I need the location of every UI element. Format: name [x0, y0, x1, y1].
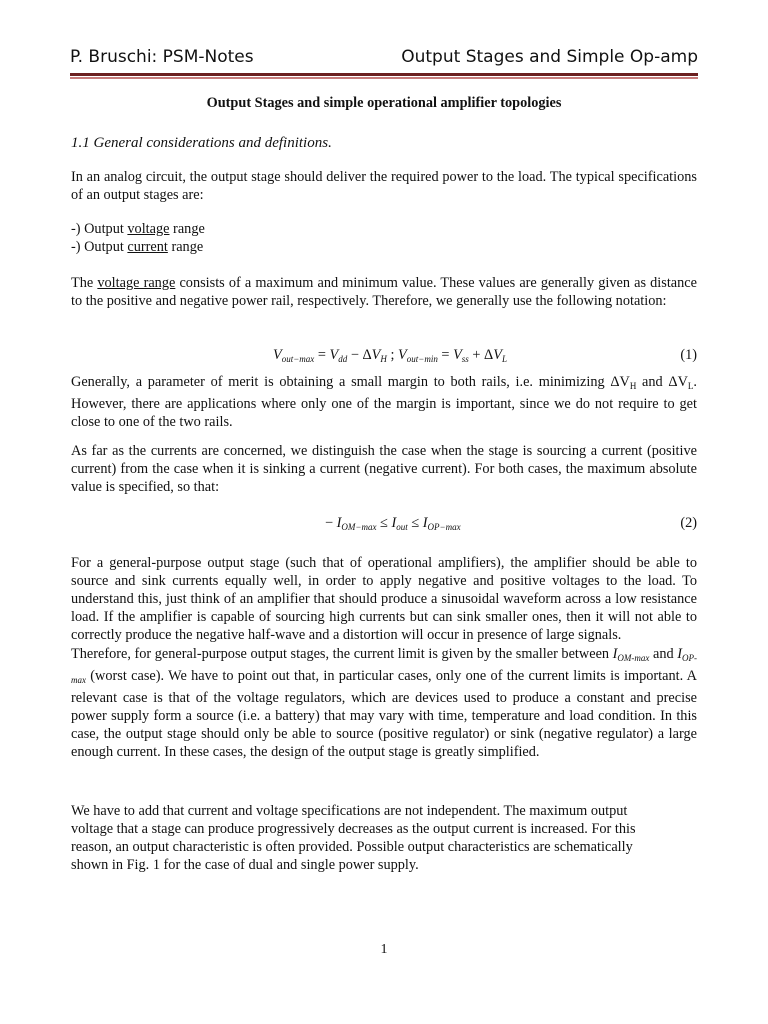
- page-body: [71, 94, 697, 874]
- running-header: [70, 47, 698, 67]
- equation-2-number: (2): [680, 515, 697, 531]
- list-item: -) Output voltage range: [71, 221, 205, 237]
- section-heading: 1.1 General considerations and definitions.: [71, 135, 332, 151]
- header-author: P. Bruschi: PSM-Notes: [70, 47, 254, 67]
- spec-list: [71, 220, 697, 256]
- header-rule: [70, 73, 698, 76]
- equation-1: [71, 346, 697, 366]
- equation-2-expression: − $I_{OM-max} \le I_{out} \le I_{OP-max}$: [325, 515, 461, 532]
- header-topic: Output Stages and Simple Op-amp: [401, 47, 698, 67]
- list-item: -) Output current range: [71, 239, 204, 256]
- page-number: 1: [380, 942, 388, 957]
- equation-2: [71, 514, 697, 534]
- paragraph-currents: As far as the currents are concerned, we distinguish the case when the stage is sourcing a current (positive current) from the case when it is sinking a current (negative current). For both cases, the maximum absolute value is specified, so that:: [71, 443, 697, 496]
- paragraph-current-limit: Therefore, for general-purpose output stages, the current limit is given by the smaller between $I_{OM-max}$ and $I_{OP-max}$ (worst case). We have to point out that, in particular cases, only one of the current limits is important. A relevant case is that of the voltage regulators, which are devices used to produce a constant and precise power supply form a source (i.e. a battery) that may vary with time, temperature and load condition. In this case, the output stage should only be able to source (positive regulator) or sink (negative regulator) a large enough current. In these cases, the design of the output stage is greatly simplified.: [71, 646, 697, 761]
- equation-1-expression: $V_{out-max} = V_{dd} - \Delta V_H$ ; $V_{out-min} = V_{ss} + \Delta V_L$: [273, 347, 507, 364]
- header-rule-secondary: [70, 77, 698, 79]
- paragraph-voltage-range: The voltage range consists of a maximum and minimum value. These values are generally given as distance to the positive and negative power rail, respectively. Therefore, we generally use the following notation:: [71, 275, 697, 310]
- paragraph-intro: In an analog circuit, the output stage should deliver the required power to the load. The typical specifications of an output stages are:: [71, 169, 697, 204]
- paragraph-general-purpose: For a general-purpose output stage (such that of operational amplifiers), the amplifier should be able to source and sink currents equally well, in order to apply negative and positive voltages to the load. To understand this, just think of an amplifier that should produce a sinusoidal waveform across a low resistance load. If the amplifier is capable of sourcing high currents but can sink smaller ones, then it will not able to correctly produce the negative half-wave and a distortion will occur in presence of large signals.: [71, 555, 697, 644]
- document-title: Output Stages and simple operational amplifier topologies: [206, 95, 562, 111]
- equation-1-number: (1): [680, 347, 697, 363]
- paragraph-output-characteristic: We have to add that current and voltage specifications are not independent. The maximum output voltage that a stage can produce progressively decreases as the output current is increased. For this reason, an output characteristic is often provided. Possible output characteristics are schematically shown in Fig. 1 for the case of dual and single power supply.: [71, 803, 636, 874]
- paragraph-margin: Generally, a parameter of merit is obtaining a small margin to both rails, i.e. minimizing $\Delta V_H$ and $\Delta V_L$. However, there are applications where only one of the margin is important, since we do not require to get close to one of the two rails.: [71, 374, 697, 431]
